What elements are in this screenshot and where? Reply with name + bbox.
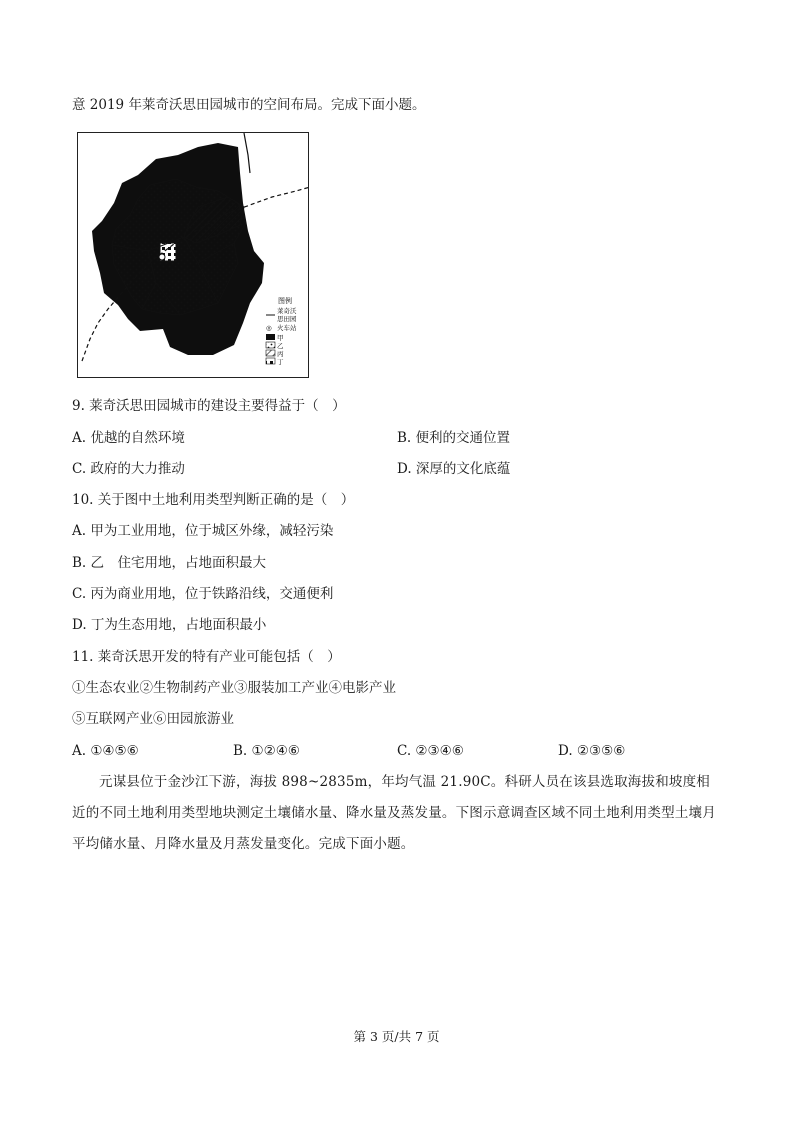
q11-items-line-1: ①生态农业②生物制药产业③服装加工产业④电影产业	[72, 680, 396, 696]
legend-bing: 丙	[277, 350, 284, 358]
q11-option-d: D. ②③⑤⑥	[558, 743, 626, 759]
question-10-stem: 10. 关于图中土地利用类型判断正确的是（ ）	[72, 492, 355, 508]
legend-line-label-2: 思田园	[277, 315, 297, 323]
legend-line-label-1: 莱奇沃	[277, 307, 297, 315]
legend-line-label-3: 火车站	[277, 324, 297, 332]
station-icon: ◎	[266, 324, 272, 332]
q10-option-b: B. 乙 住宅用地，占地面积最大	[72, 555, 267, 571]
legend-yi: 乙	[277, 342, 284, 350]
q9-option-d: D. 深厚的文化底蕴	[397, 461, 511, 477]
q11-option-b: B. ①②④⑥	[233, 743, 300, 759]
q11-option-c: C. ②③④⑥	[397, 743, 464, 759]
q9-option-a: A. 优越的自然环境	[72, 430, 185, 446]
land-use-map-figure	[78, 133, 309, 378]
question-9-stem: 9. 莱奇沃思田园城市的建设主要得益于（ ）	[72, 398, 346, 414]
question-11-stem: 11. 莱奇沃思开发的特有产业可能包括（ ）	[72, 649, 341, 665]
road-line	[244, 133, 250, 173]
passage-paragraph: 元谋县位于金沙江下游，海拔 898~2835m，年均气温 21.90C。科研人员在该县选取海拔和坡度相近的不同土地利用类型地块测定土壤储水量、降水量及蒸发量。下图示意调查区域不同土地利用类型土壤月平均储水量、月降水量及月蒸发量变化。完成下面小题。	[72, 774, 716, 852]
q10-option-a: A. 甲为工业用地，位于城区外缘，减轻污染	[72, 523, 334, 539]
legend-jia: 甲	[277, 334, 284, 342]
q10-option-d: D. 丁为生态用地，占地面积最小	[72, 617, 267, 633]
intro-text: 意 2019 年莱奇沃思田园城市的空间布局。完成下面小题。	[72, 97, 426, 113]
page-footer: 第 3 页/共 7 页	[353, 1029, 440, 1044]
q10-option-c: C. 丙为商业用地，位于铁路沿线，交通便利	[72, 586, 334, 602]
land-use-map	[77, 132, 309, 378]
q9-option-c: C. 政府的大力推动	[72, 461, 185, 477]
q11-items-line-2: ⑤互联网产业⑥田园旅游业	[72, 711, 234, 727]
legend-title: 图例	[278, 297, 292, 305]
q11-option-a: A. ①④⑤⑥	[72, 743, 139, 759]
q9-option-b: B. 便利的交通位置	[397, 430, 511, 446]
legend-ding: 丁	[277, 358, 284, 366]
railway-station	[159, 254, 165, 260]
